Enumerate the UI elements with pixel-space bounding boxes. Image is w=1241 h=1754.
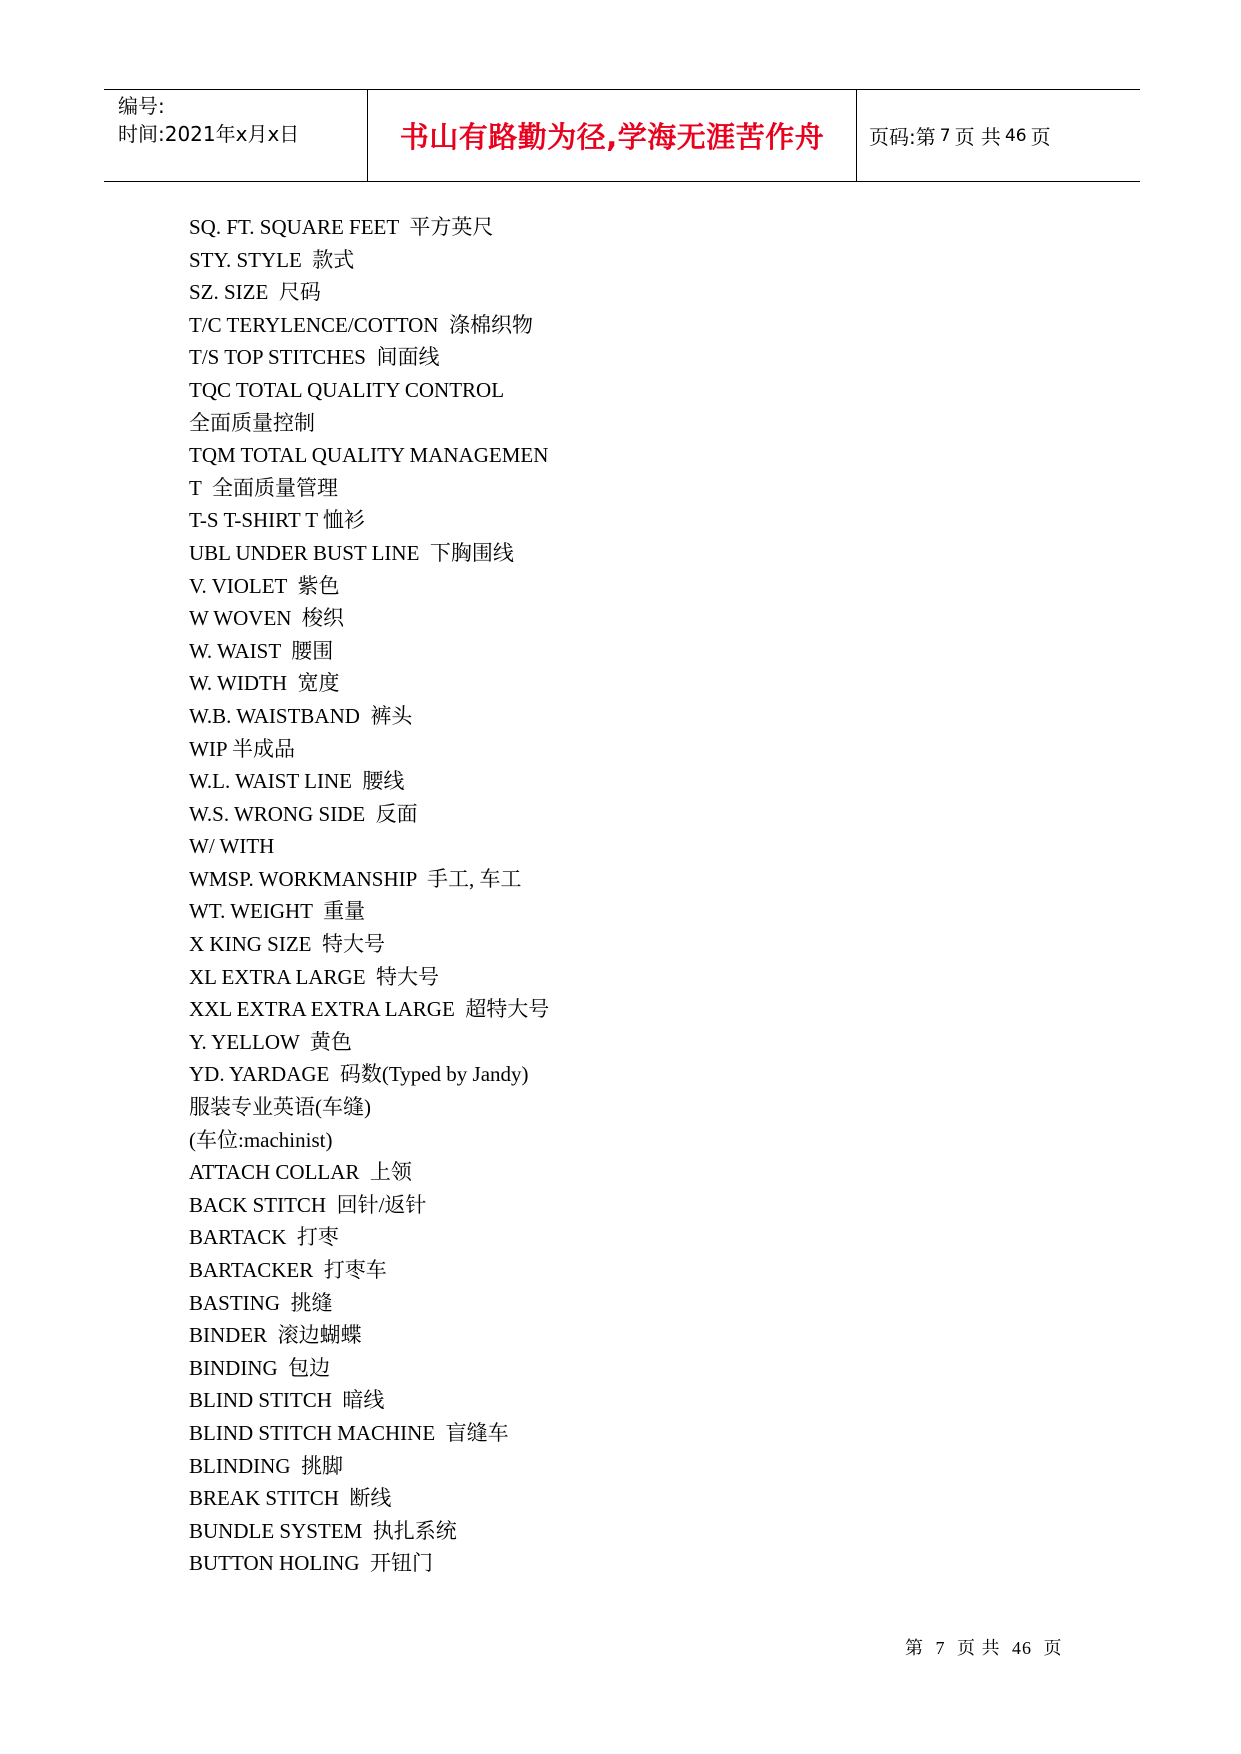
glossary-line: 服装专业英语(车缝) (189, 1095, 371, 1120)
glossary-line: XXL EXTRA EXTRA LARGE 超特大号 (189, 997, 550, 1022)
glossary-line: T/S TOP STITCHES 间面线 (189, 345, 440, 370)
glossary-line: BINDER 滚边蝴蝶 (189, 1323, 362, 1348)
header-info-cell (104, 90, 368, 181)
glossary-line: W WOVEN 梭织 (189, 606, 344, 631)
glossary-line: 全面质量控制 (189, 410, 315, 435)
glossary-line: BARTACKER 打枣车 (189, 1258, 387, 1282)
glossary-line: BLIND STITCH MACHINE 盲缝车 (189, 1420, 509, 1445)
glossary-line: SQ. FT. SQUARE FEET 平方英尺 (189, 215, 494, 239)
glossary-line: X KING SIZE 特大号 (189, 932, 385, 957)
glossary-line: BLIND STITCH 暗线 (189, 1388, 385, 1413)
glossary-line: UBL UNDER BUST LINE 下胸围线 (189, 540, 514, 565)
glossary-line: STY. STYLE 款式 (189, 247, 355, 272)
glossary-line: BINDING 包边 (189, 1355, 331, 1380)
glossary-line: BUTTON HOLING 开钮门 (189, 1551, 434, 1576)
glossary-line: BUNDLE SYSTEM 执扎系统 (189, 1518, 457, 1543)
glossary-content (189, 211, 1089, 1580)
page-footer (905, 1634, 1063, 1660)
footer-suffix: 页 (1043, 1638, 1063, 1658)
header-motto: 书山有路勤为径,学海无涯苦作舟 (399, 120, 825, 154)
glossary-line: SZ. SIZE 尺码 (189, 280, 321, 305)
footer-page-total: 46 (1012, 1638, 1032, 1658)
glossary-line: W. WIDTH 宽度 (189, 671, 340, 696)
glossary-line: WMSP. WORKMANSHIP 手工, 车工 (189, 866, 522, 891)
glossary-line: BLINDING 挑脚 (189, 1453, 343, 1478)
glossary-line: BACK STITCH 回针/返针 (189, 1192, 427, 1217)
glossary-line: BARTACK 打枣 (189, 1225, 339, 1250)
header-page-cell (857, 90, 1140, 181)
document-time-label: 时间:2021年x月x日 (118, 122, 300, 146)
glossary-line: W.L. WAIST LINE 腰线 (189, 769, 405, 794)
glossary-line: YD. YARDAGE 码数(Typed by Jandy) (189, 1062, 529, 1087)
glossary-line: Y. YELLOW 黄色 (189, 1029, 352, 1054)
glossary-line: W/ WITH (189, 834, 275, 859)
glossary-line: T-S T-SHIRT T 恤衫 (189, 508, 365, 533)
glossary-line: ATTACH COLLAR 上领 (189, 1160, 412, 1185)
glossary-line: (车位:machinist) (189, 1127, 333, 1152)
header-page-middle: 页 共 (954, 125, 1001, 149)
header-page-prefix: 页码:第 (869, 125, 936, 149)
glossary-line: W.B. WAISTBAND 裤头 (189, 703, 413, 728)
glossary-line: BREAK STITCH 断线 (189, 1486, 392, 1511)
glossary-line: W.S. WRONG SIDE 反面 (189, 801, 418, 826)
document-number-label: 编号: (118, 94, 165, 118)
header-page-total: 46 (1004, 125, 1027, 146)
header-motto-cell (368, 90, 857, 181)
header-page-current: 7 (939, 125, 951, 146)
footer-page-current: 7 (935, 1638, 946, 1658)
glossary-line: BASTING 挑缝 (189, 1290, 333, 1315)
glossary-line: WT. WEIGHT 重量 (189, 899, 366, 924)
glossary-line: W. WAIST 腰围 (189, 638, 334, 663)
header-page-suffix: 页 (1030, 125, 1051, 149)
glossary-line: XL EXTRA LARGE 特大号 (189, 964, 440, 989)
page-header (104, 89, 1140, 182)
footer-prefix: 第 (905, 1638, 924, 1658)
glossary-line: V. VIOLET 紫色 (189, 573, 340, 598)
glossary-line: TQC TOTAL QUALITY CONTROL (189, 377, 505, 402)
glossary-line: TQM TOTAL QUALITY MANAGEMEN (189, 443, 549, 468)
glossary-line: T 全面质量管理 (189, 475, 338, 500)
glossary-line: WIP 半成品 (189, 736, 295, 761)
footer-middle: 页 共 (957, 1638, 1001, 1658)
glossary-line: T/C TERYLENCE/COTTON 涤棉织物 (189, 312, 533, 337)
